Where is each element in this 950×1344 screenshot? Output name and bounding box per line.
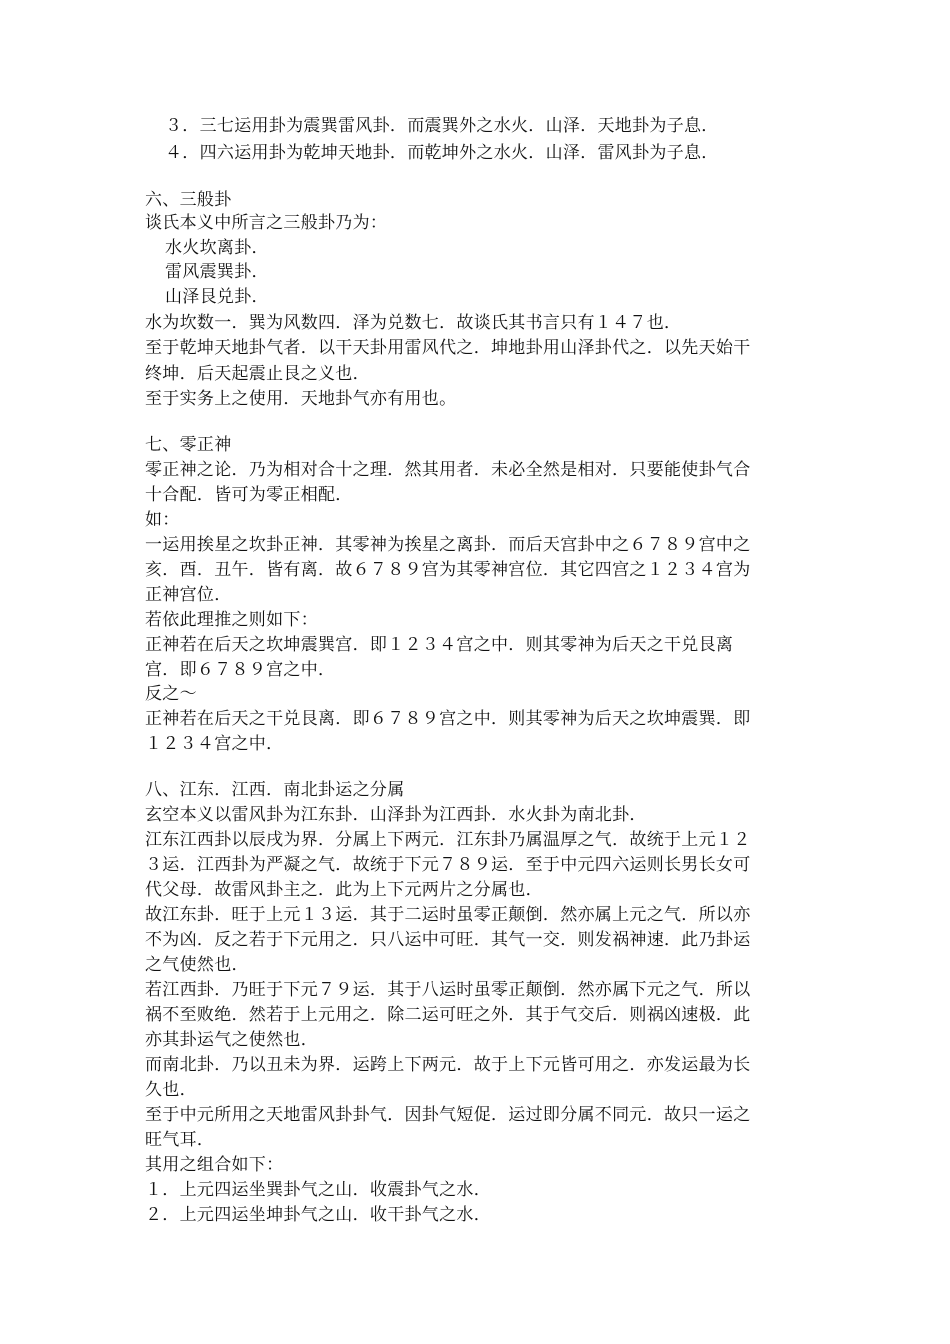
text-line: 祸不至败绝．然若于上元用之．除二运可旺之外．其于气交后．则祸凶速极．此	[145, 1005, 751, 1025]
section-heading: 八、江东．江西．南北卦运之分属	[145, 780, 405, 800]
text-line: 玄空本义以雷风卦为江东卦．山泽卦为江西卦．水火卦为南北卦．	[145, 805, 647, 825]
text-line: 零正神之论．乃为相对合十之理．然其用者．未必全然是相对．只要能使卦气合	[145, 460, 751, 480]
text-line: 谈氏本义中所言之三般卦乃为：	[145, 213, 388, 233]
text-line: 水为坎数一．巽为风数四．泽为兑数七．故谈氏其书言只有１４７也．	[145, 313, 682, 333]
text-line: 江东江西卦以辰戌为界．分属上下两元．江东卦乃属温厚之气．故统于上元１２	[145, 830, 751, 850]
section-heading: 七、零正神	[145, 435, 232, 455]
text-line: 反之～	[145, 684, 197, 704]
text-line: 久也．	[145, 1080, 197, 1100]
text-line: 雷风震巽卦．	[165, 262, 269, 282]
text-line: 正神宫位．	[145, 585, 232, 605]
text-line: 山泽艮兑卦．	[165, 287, 269, 307]
text-line: 而南北卦．乃以丑未为界．运跨上下两元．故于上下元皆可用之．亦发运最为长	[145, 1055, 751, 1075]
text-line: 其用之组合如下：	[145, 1155, 284, 1175]
section-heading: 六、三般卦	[145, 190, 232, 210]
text-line: 故江东卦．旺于上元１３运．其于二运时虽零正颠倒．然亦属上元之气．所以亦	[145, 905, 751, 925]
text-line: ３运．江西卦为严凝之气．故统于下元７８９运．至于中元四六运则长男长女可	[145, 855, 751, 875]
text-line: 之气使然也．	[145, 955, 249, 975]
text-line: 若依此理推之则如下：	[145, 610, 318, 630]
text-line: 若江西卦．乃旺于下元７９运．其于八运时虽零正颠倒．然亦属下元之气．所以	[145, 980, 751, 1000]
text-line: ３．三七运用卦为震巽雷风卦．而震巽外之水火．山泽．天地卦为子息．	[165, 116, 719, 136]
text-line: 十合配．皆可为零正相配．	[145, 485, 353, 505]
text-line: 亥．酉．丑午．皆有离．故６７８９宫为其零神宫位．其它四宫之１２３４宫为	[145, 560, 751, 580]
list-item: １．上元四运坐巽卦气之山．收震卦气之水．	[145, 1180, 491, 1200]
text-line: 至于乾坤天地卦气者．以干天卦用雷风代之．坤地卦用山泽卦代之．以先天始干	[145, 338, 751, 358]
text-line: 正神若在后天之干兑艮离．即６７８９宫之中．则其零神为后天之坎坤震巽．即	[145, 709, 751, 729]
text-line: ４．四六运用卦为乾坤天地卦．而乾坤外之水火．山泽．雷风卦为子息．	[165, 143, 719, 163]
text-line: 宫．即６７８９宫之中．	[145, 660, 336, 680]
text-line: 旺气耳．	[145, 1130, 215, 1150]
text-line: 如：	[145, 510, 180, 530]
text-line: 正神若在后天之坎坤震巽宫．即１２３４宫之中．则其零神为后天之干兑艮离	[145, 635, 734, 655]
list-item: ２．上元四运坐坤卦气之山．收干卦气之水．	[145, 1205, 491, 1225]
text-line: 不为凶．反之若于下元用之．只八运中可旺．其气一交．则发祸神速．此乃卦运	[145, 930, 751, 950]
text-line: １２３４宫之中．	[145, 734, 284, 754]
text-line: 至于中元所用之天地雷风卦卦气．因卦气短促．运过即分属不同元．故只一运之	[145, 1105, 751, 1125]
text-line: 至于实务上之使用．天地卦气亦有用也。	[145, 389, 457, 409]
text-line: 终坤．后天起震止艮之义也．	[145, 364, 370, 384]
text-line: 代父母．故雷风卦主之．此为上下元两片之分属也．	[145, 880, 543, 900]
text-line: 亦其卦运气之使然也．	[145, 1030, 318, 1050]
text-line: 一运用挨星之坎卦正神．其零神为挨星之离卦．而后天宫卦中之６７８９宫中之	[145, 535, 751, 555]
text-line: 水火坎离卦．	[165, 238, 269, 258]
